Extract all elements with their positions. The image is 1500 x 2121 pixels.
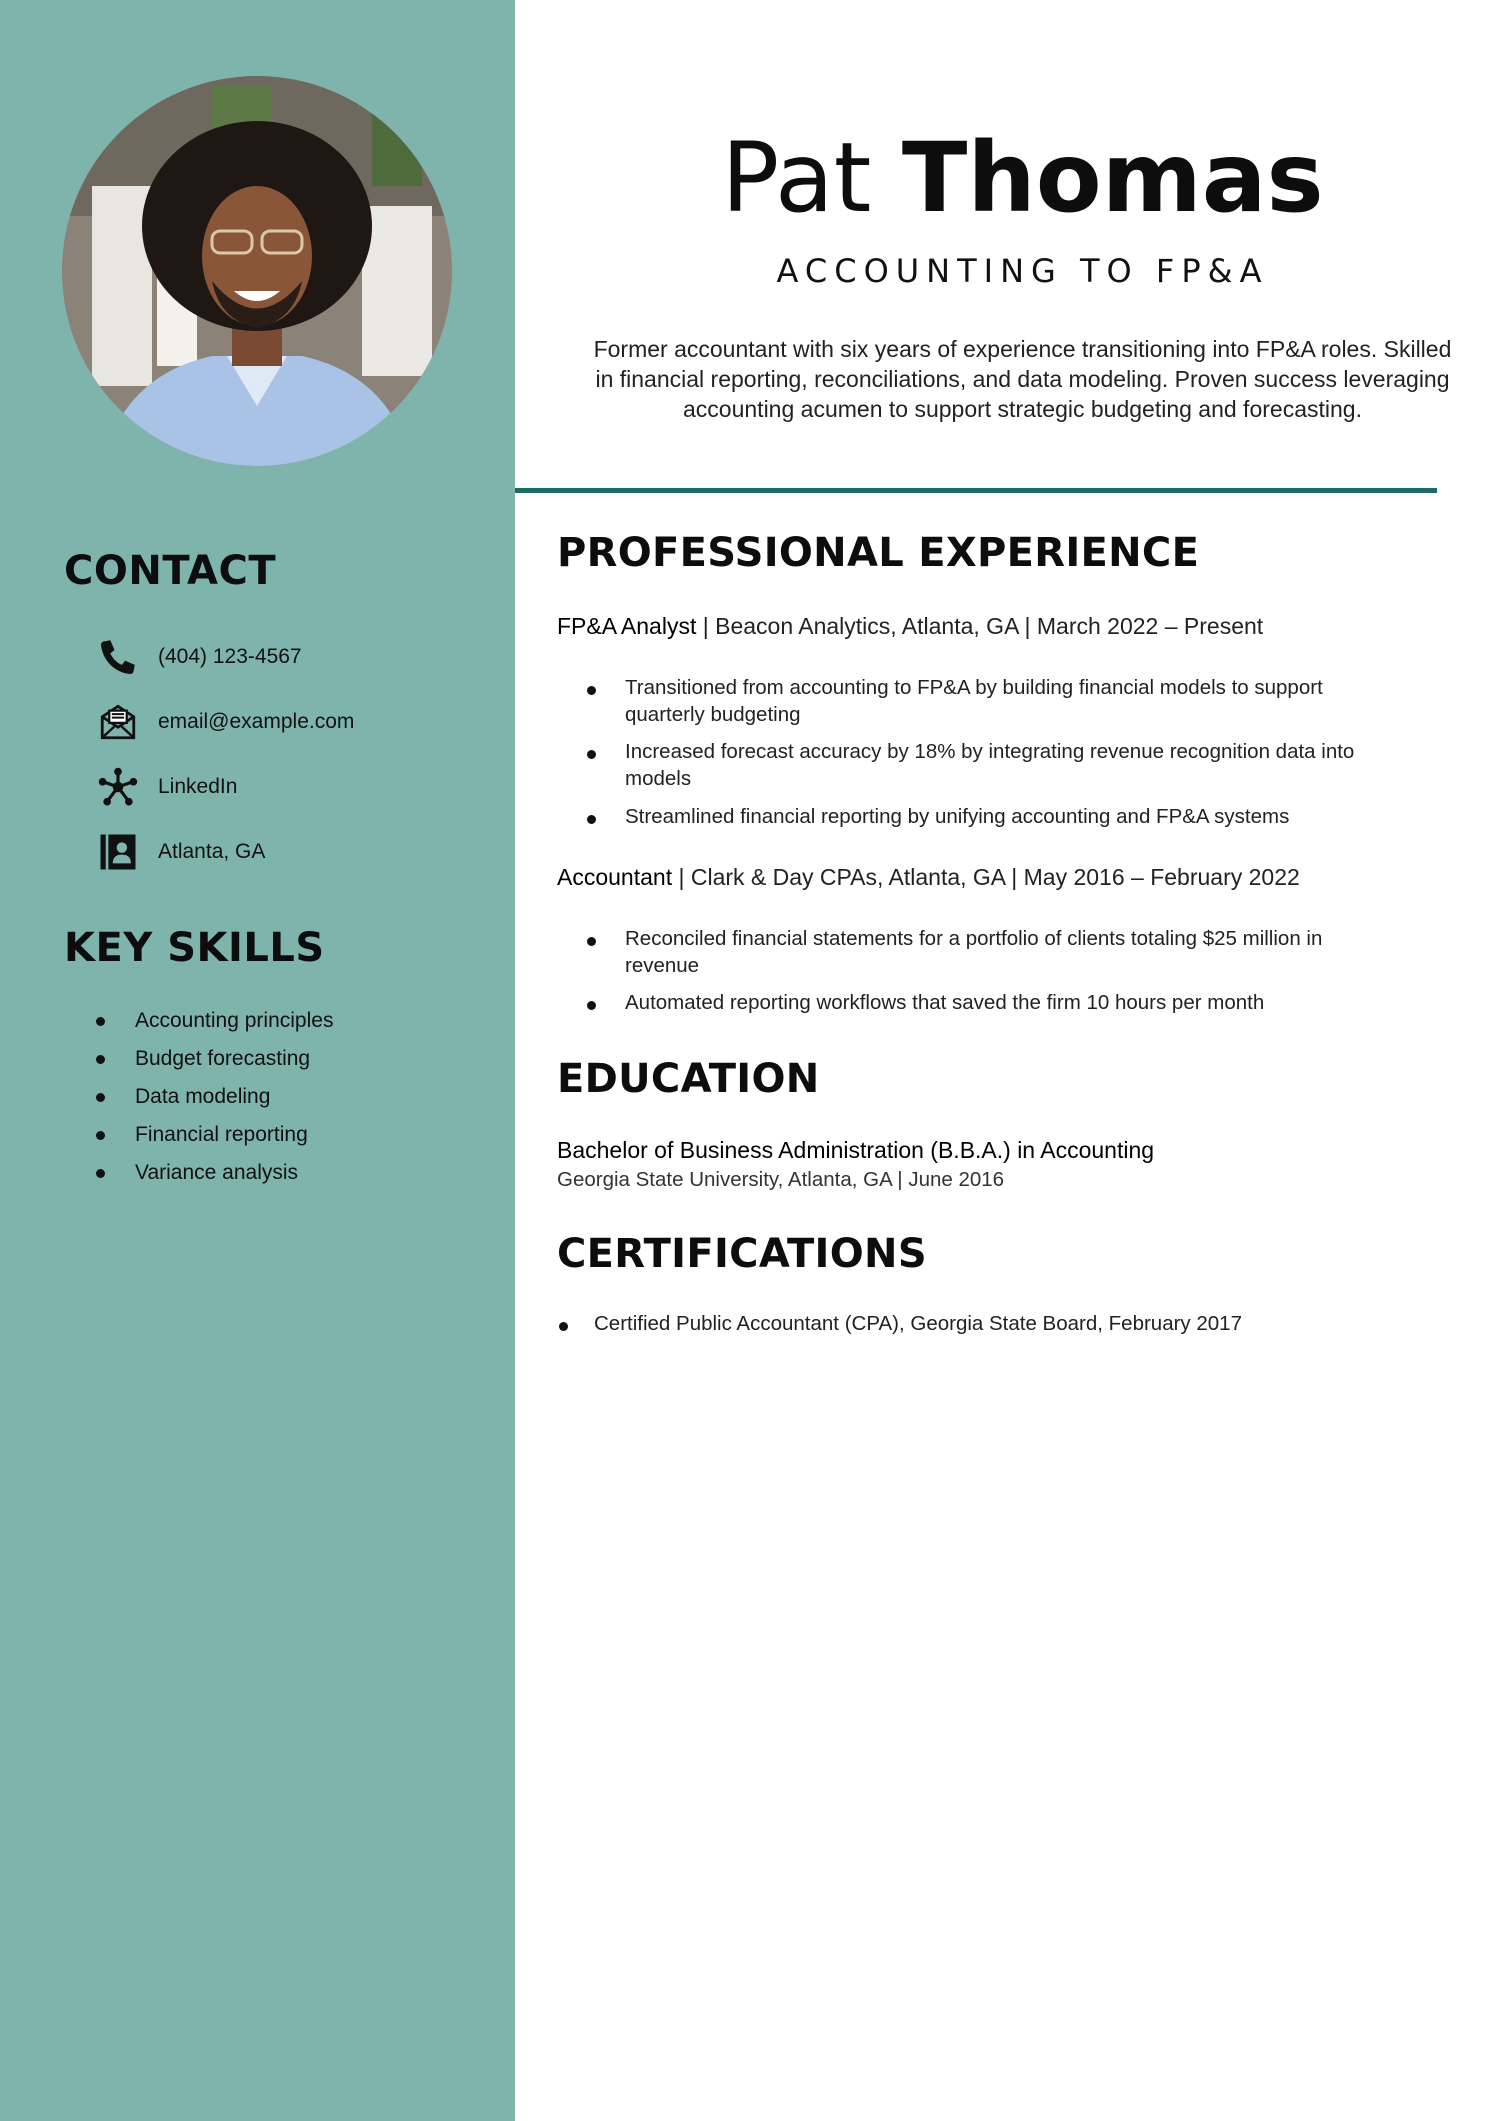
bullet-icon bbox=[96, 1131, 105, 1140]
key-skills-heading: KEY SKILLS bbox=[64, 925, 325, 971]
contact-phone bbox=[96, 624, 354, 689]
education-heading: EDUCATION bbox=[557, 1056, 820, 1102]
certification-item bbox=[557, 1312, 1242, 1336]
bullet-icon bbox=[587, 686, 596, 695]
bullet-icon bbox=[587, 750, 596, 759]
bullet-icon bbox=[587, 1001, 596, 1010]
skill-item bbox=[96, 1154, 333, 1192]
skill-text: Data modeling bbox=[135, 1085, 271, 1108]
bullet-text: Streamlined financial reporting by unifying accounting and FP&A systems bbox=[625, 805, 1290, 828]
degree-text: Bachelor of Business Administration (B.B.A.) in Accounting bbox=[557, 1137, 1155, 1163]
skills-list bbox=[96, 1002, 333, 1192]
job-bullets bbox=[585, 674, 1385, 830]
contact-linkedin bbox=[96, 754, 354, 819]
certification-text: Certified Public Accountant (CPA), Georgia State Board, February 2017 bbox=[594, 1312, 1242, 1335]
job-title: ACCOUNTING TO FP&A bbox=[776, 252, 1269, 290]
bullet-icon bbox=[96, 1169, 105, 1178]
email-icon bbox=[96, 700, 140, 744]
contact-email bbox=[96, 689, 354, 754]
certifications-heading: CERTIFICATIONS bbox=[557, 1231, 927, 1277]
bullet-icon bbox=[96, 1017, 105, 1026]
skill-item bbox=[96, 1040, 333, 1078]
certifications-list bbox=[557, 1312, 1242, 1336]
skill-item bbox=[96, 1116, 333, 1154]
job-details: | Beacon Analytics, Atlanta, GA | March 2022 – Present bbox=[696, 613, 1264, 639]
job-title-line bbox=[557, 613, 1263, 640]
bullet-item bbox=[585, 738, 1385, 792]
last-name: Thomas bbox=[901, 122, 1324, 234]
email-text[interactable]: email@example.com bbox=[158, 709, 355, 733]
phone-text[interactable]: (404) 123-4567 bbox=[158, 644, 302, 668]
skill-text: Budget forecasting bbox=[135, 1047, 311, 1070]
bullet-text: Increased forecast accuracy by 18% by integrating revenue recognition data into models bbox=[625, 740, 1355, 790]
contact-list bbox=[96, 624, 354, 884]
sidebar bbox=[0, 0, 515, 2121]
linkedin-text[interactable]: LinkedIn bbox=[158, 774, 238, 798]
bullet-text: Reconciled financial statements for a portfolio of clients totaling $25 million in revenue bbox=[625, 927, 1323, 977]
bullet-item bbox=[585, 925, 1385, 979]
location-text: Atlanta, GA bbox=[158, 839, 266, 863]
bullet-icon bbox=[587, 815, 596, 824]
school-text: Georgia State University, Atlanta, GA | June 2016 bbox=[557, 1168, 1005, 1191]
bullet-icon bbox=[96, 1055, 105, 1064]
bullet-item bbox=[585, 674, 1385, 728]
first-name: Pat bbox=[721, 122, 872, 234]
bullet-text: Transitioned from accounting to FP&A by building financial models to support quarterly budgeting bbox=[625, 676, 1323, 726]
experience-heading: PROFESSIONAL EXPERIENCE bbox=[557, 530, 1200, 576]
job-details: | Clark & Day CPAs, Atlanta, GA | May 2016 – February 2022 bbox=[672, 864, 1300, 890]
job-role: Accountant bbox=[557, 864, 673, 890]
candidate-name bbox=[515, 118, 1500, 238]
job-bullets bbox=[585, 925, 1385, 1016]
contact-location bbox=[96, 819, 354, 884]
skill-text: Financial reporting bbox=[135, 1123, 308, 1146]
skill-item bbox=[96, 1002, 333, 1040]
bullet-icon bbox=[587, 937, 596, 946]
bullet-item bbox=[585, 803, 1385, 830]
main-content bbox=[515, 0, 1500, 2121]
skill-text: Variance analysis bbox=[135, 1161, 299, 1184]
contact-heading: CONTACT bbox=[64, 548, 277, 594]
header-divider bbox=[515, 488, 1437, 493]
phone-icon bbox=[96, 635, 140, 679]
bullet-icon bbox=[96, 1093, 105, 1102]
address-book-icon bbox=[96, 830, 140, 874]
job-role: FP&A Analyst bbox=[557, 613, 697, 639]
summary-text: Former accountant with six years of experience transitioning into FP&A roles. Skilled in financial reporting, reconciliations, and data modeling. Proven success leveraging accounting acumen to support strategic budgeting and forecasting. bbox=[593, 336, 1452, 422]
job-title-line bbox=[557, 864, 1300, 891]
bullet-icon bbox=[559, 1322, 568, 1331]
profile-photo bbox=[62, 76, 452, 466]
network-icon bbox=[96, 765, 140, 809]
bullet-text: Automated reporting workflows that saved the firm 10 hours per month bbox=[625, 991, 1265, 1014]
bullet-item bbox=[585, 989, 1385, 1016]
skill-item bbox=[96, 1078, 333, 1116]
skill-text: Accounting principles bbox=[135, 1009, 334, 1032]
